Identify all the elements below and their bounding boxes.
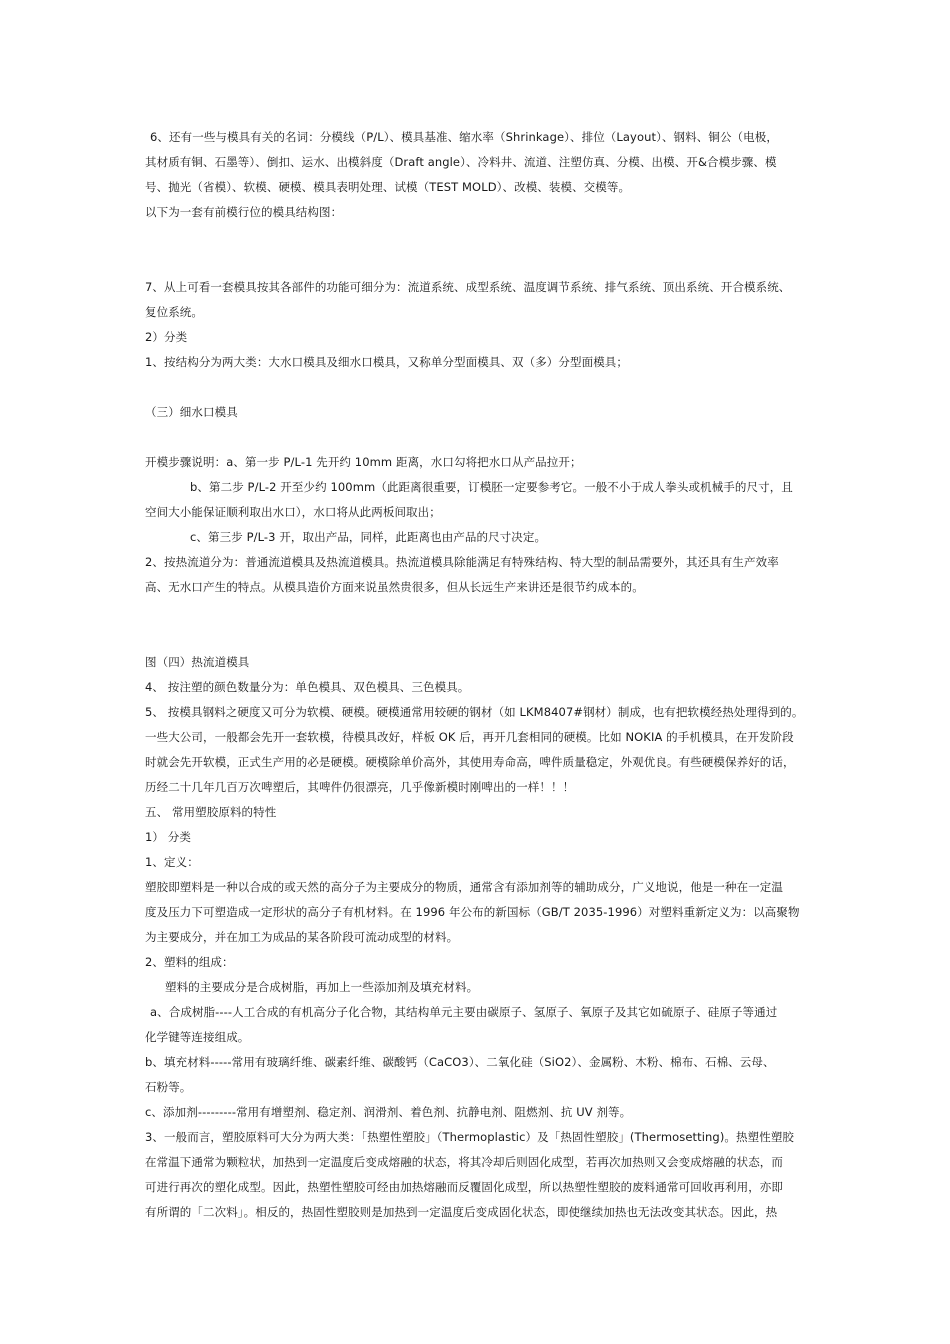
classification-item-2-line-2: 高、无水口产生的特点。从模具造价方面来说虽然贵很多，但从长远生产来讲还是很节约成本的。 [145, 580, 644, 594]
paragraph-6-line-3: 号、抛光（省模）、软模、硬模、模具表明处理、试模（TEST MOLD）、改模、装模、交模等。 [145, 180, 631, 194]
subsection-heading-fine-gate-mold: （三）细水口模具 [145, 405, 238, 419]
definition-line-3: 为主要成分，并在加工为成品的某各阶段可流动成型的材料。 [145, 930, 459, 944]
subsection-classification: 1） 分类 [145, 830, 191, 844]
open-mold-step-c: c、第三步 P/L-3 开，取出产品，同样，此距离也由产品的尺寸决定。 [190, 530, 547, 544]
classification-item-5-line-2: 一些大公司，一般都会先开一套软模，待模具改好，样板 OK 后，再开几套相同的硬模。比如 NOKIA 的手机模具，在开发阶段 [145, 730, 794, 744]
open-mold-step-b-line-1: b、第二步 P/L-2 开至少约 100mm（此距离很重要，订模胚一定要参考它。一般不小于成人拳头或机械手的尺寸，且 [190, 480, 793, 494]
composition-c: c、添加剂---------常用有增塑剂、稳定剂、润滑剂、着色剂、抗静电剂、阻燃剂、抗 UV 剂等。 [145, 1105, 632, 1119]
paragraph-7-line-2: 复位系统。 [145, 305, 203, 319]
definition-line-2: 度及压力下可塑造成一定形状的高分子有机材料。在 1996 年公布的新国标（GB/T 2035-1996）对塑料重新定义为：以高聚物 [145, 905, 800, 919]
paragraph-7-line-1: 7、从上可看一套模具按其各部件的功能可细分为：流道系统、成型系统、温度调节系统、排气系统、顶出系统、开合模系统、 [145, 280, 791, 294]
classification-item-5-line-1: 5、 按模具钢料之硬度又可分为软模、硬模。硬模通常用较硬的钢材（如 LKM8407#钢材）制成，也有把软模经热处理得到的。 [145, 705, 804, 719]
paragraph-3-line-3: 可进行再次的塑化成型。因此，热塑性塑胶可经由加热熔融而反覆固化成型，所以热塑性塑胶的废料通常可回收再利用，亦即 [145, 1180, 783, 1194]
figure-intro-text: 以下为一套有前模行位的模具结构图： [145, 205, 343, 219]
open-mold-step-a: 开模步骤说明：a、第一步 P/L-1 先开约 10mm 距离，水口勾将把水口从产品拉开； [145, 455, 582, 469]
composition-b-line-2: 石粉等。 [145, 1080, 192, 1094]
classification-item-4: 4、 按注塑的颜色数量分为：单色模具、双色模具、三色模具。 [145, 680, 470, 694]
composition-heading: 2、塑料的组成： [145, 955, 234, 969]
paragraph-6-line-2: 其材质有铜、石墨等）、倒扣、运水、出模斜度（Draft angle）、冷料井、流道、注塑仿真、分模、出模、开&合模步骤、模 [145, 155, 777, 169]
paragraph-3-line-2: 在常温下通常为颗粒状，加热到一定温度后变成熔融的状态，将其冷却后则固化成型，若再次加热则又会变成熔融的状态，而 [145, 1155, 783, 1169]
composition-a-line-2: 化学键等连接组成。 [145, 1030, 250, 1044]
classification-item-2-line-1: 2、按热流道分为：普通流道模具及热流道模具。热流道模具除能满足有特殊结构、特大型的制品需要外，其还具有生产效率 [145, 555, 779, 569]
figure-caption-hot-runner: 图（四）热流道模具 [145, 655, 250, 669]
composition-b-line-1: b、填充材料-----常用有玻璃纤维、碳素纤维、碳酸钙（CaCO3）、二氧化硅（SiO2）、金属粉、木粉、棉布、石棉、云母、 [145, 1055, 775, 1069]
classification-item-5-line-3: 时就会先开软模，正式生产用的必是硬模。硬模除单价高外，其使用寿命高，啤件质量稳定，外观优良。有些硬模保养好的话， [145, 755, 795, 769]
paragraph-3-line-4: 有所谓的「二次料」。相反的，热固性塑胶则是加热到一定温度后变成固化状态，即使继续加热也无法改变其状态。因此，热 [145, 1205, 778, 1219]
paragraph-3-line-1: 3、一般而言，塑胶原料可大分为两大类：「热塑性塑胶」（Thermoplastic）及「热固性塑胶」(Thermosetting)。热塑性塑胶 [145, 1130, 795, 1144]
definition-line-1: 塑胶即塑料是一种以合成的或天然的高分子为主要成分的物质，通常含有添加剂等的辅助成分，广义地说，他是一种在一定温 [145, 880, 783, 894]
classification-item-5-line-4: 历经二十几年几百万次啤塑后，其啤件仍很漂亮，几乎像新模时刚啤出的一样！！！ [145, 780, 575, 794]
definition-heading: 1、定义： [145, 855, 199, 869]
composition-intro: 塑料的主要成分是合成树脂，再加上一些添加剂及填充材料。 [165, 980, 479, 994]
paragraph-6-line-1: 6、还有一些与模具有关的名词：分模线（P/L）、模具基准、缩水率（Shrinkage）、排位（Layout）、钢料、铜公（电极， [150, 130, 778, 144]
open-mold-step-b-line-2: 空间大小能保证顺利取出水口），水口将从此两板间取出； [145, 505, 441, 519]
composition-a-line-1: a、合成树脂----人工合成的有机高分子化合物，其结构单元主要由碳原子、氢原子、氧原子及其它如硫原子、硅原子等通过 [150, 1005, 778, 1019]
section-classification-heading: 2）分类 [145, 330, 188, 344]
section-5-heading: 五、 常用塑胶原料的特性 [145, 805, 277, 819]
classification-item-1: 1、按结构分为两大类：大水口模具及细水口模具，又称单分型面模具、双（多）分型面模具； [145, 355, 629, 369]
